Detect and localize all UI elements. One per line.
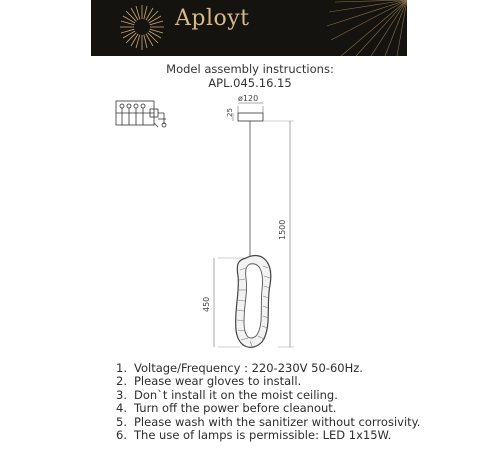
instruction-item: 4. Turn off the power before cleanout.: [116, 401, 337, 416]
wiring-diagram-icon: [116, 101, 166, 127]
model-number: APL.045.16.15: [208, 76, 292, 90]
instruction-list: [116, 362, 420, 442]
total-height-label: 1500: [278, 219, 287, 240]
document-title: Model assembly instructions:: [166, 62, 334, 76]
instruction-item: 2. Please wear gloves to install.: [116, 374, 302, 389]
canopy-shape: [238, 113, 263, 121]
instruction-item: 3. Don`t install it on the moist ceiling.: [116, 387, 338, 402]
canopy-diameter-label: ø120: [238, 94, 259, 103]
pendant-lamp-shade: [236, 256, 271, 348]
brand-name: Aployt: [175, 6, 250, 31]
instruction-item: 6. The use of lamps is permissible: LED 1x15W.: [116, 428, 392, 443]
instruction-item: 5. Please wash with the sanitizer without corrosivity.: [116, 414, 421, 429]
instruction-item: 1. Voltage/Frequency : 220-230V 50-60Hz.: [116, 361, 363, 375]
shade-height-label: 450: [202, 296, 211, 312]
canopy-height-label: 25: [226, 108, 234, 117]
